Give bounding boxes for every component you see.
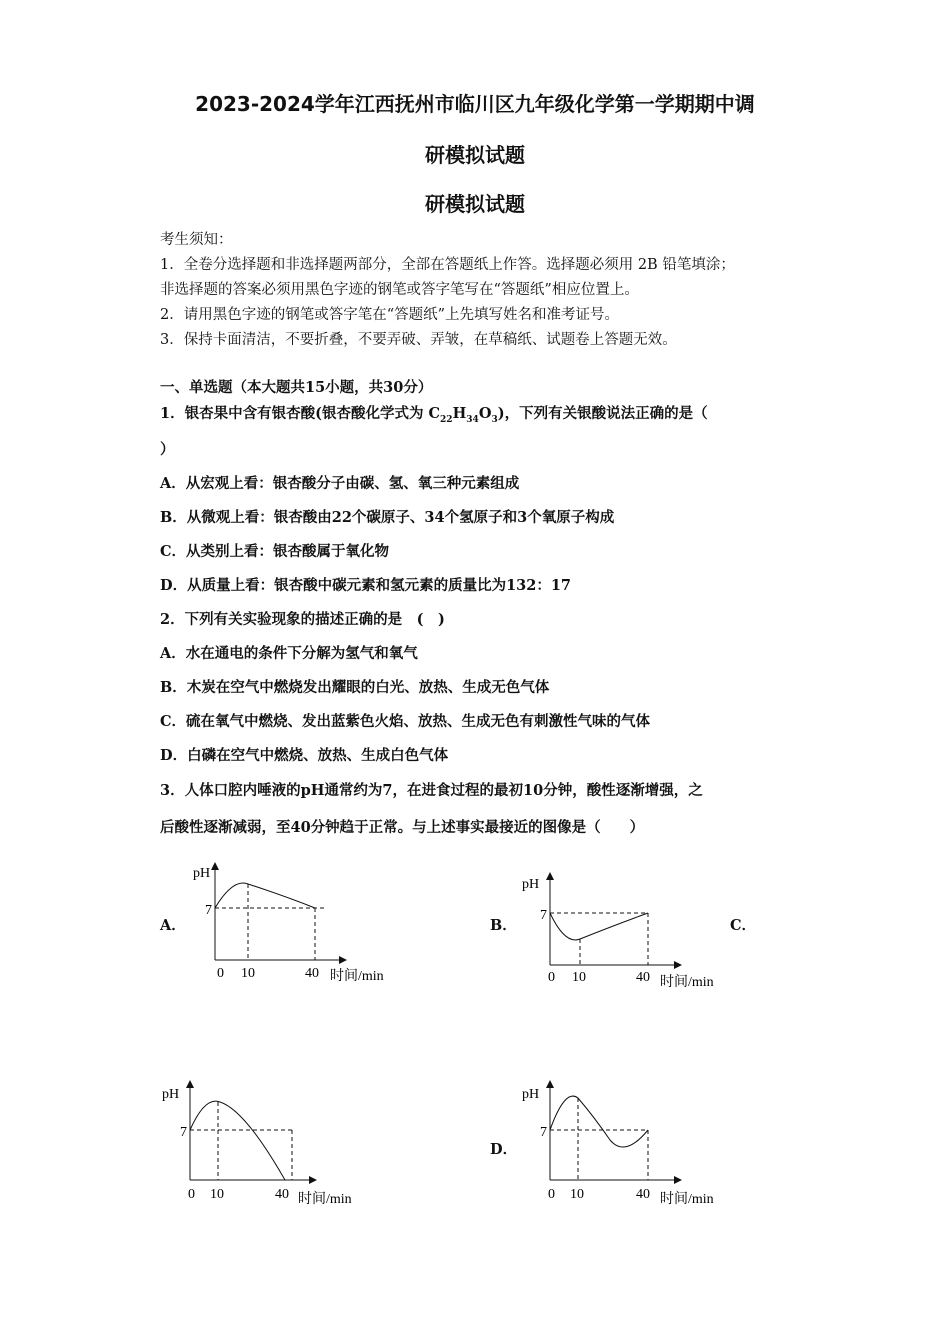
y-label: pH (193, 866, 211, 881)
title-line-2: 研模拟试题 (425, 143, 525, 167)
x-label: 时间/min (660, 975, 714, 990)
question-3-stem-cont: 后酸性逐渐减弱，至40分钟趋于正常。与上述事实最接近的图像是（ ） (160, 819, 645, 836)
graph-d (520, 1078, 750, 1213)
option-a-label: A． (160, 917, 186, 934)
tick-0: 0 (548, 1187, 555, 1202)
tick-0: 0 (188, 1187, 195, 1202)
notice-line: 3．保持卡面清洁，不要折叠，不要弄破、弄皱，在草稿纸、试题卷上答题无效。 (160, 332, 677, 348)
ph-curve (190, 1101, 285, 1180)
tick-7: 7 (180, 1125, 187, 1140)
question-2-option-b: B．木炭在空气中燃烧发出耀眼的白光、放热、生成无色气体 (160, 679, 550, 696)
tick-10: 10 (210, 1187, 224, 1202)
question-1-option-b: B．从微观上看：银杏酸由22个碳原子、34个氢原子和3个氧原子构成 (160, 509, 615, 526)
x-label: 时间/min (330, 969, 384, 984)
tick-7: 7 (205, 903, 212, 918)
notice-line: 2．请用黑色字迹的钢笔或答字笔在“答题纸”上先填写姓名和准考证号。 (160, 307, 620, 323)
graph-a (185, 858, 415, 988)
notice-heading: 考生须知： (160, 232, 233, 248)
tick-7: 7 (540, 908, 547, 923)
question-1-option-d: D．从质量上看：银杏酸中碳元素和氢元素的质量比为132：17 (160, 577, 572, 594)
y-label: pH (522, 1087, 540, 1102)
notice-line: 非选择题的答案必须用黑色字迹的钢笔或答字笔写在“答题纸”相应位置上。 (160, 282, 639, 298)
question-2-stem: 2．下列有关实验现象的描述正确的是 ( ) (160, 611, 445, 628)
tick-10: 10 (570, 1187, 584, 1202)
option-b-label: B． (490, 917, 517, 934)
option-c-label: C． (730, 917, 757, 934)
tick-0: 0 (217, 966, 224, 981)
graph-c (160, 1078, 390, 1213)
ph-curve (550, 913, 648, 940)
tick-10: 10 (572, 970, 586, 985)
question-2-option-c: C．硫在氧气中燃烧、发出蓝紫色火焰、放热、生成无色有刺激性气味的气体 (160, 713, 651, 730)
y-label: pH (162, 1087, 180, 1102)
question-2-option-a: A．水在通电的条件下分解为氢气和氧气 (160, 645, 418, 662)
x-label: 时间/min (660, 1192, 714, 1207)
question-1-stem: 1．银杏果中含有银杏酸(银杏酸化学式为 $C_{22}H_{34}O_3$)，下列有关银酸说法正确的是（ (160, 405, 708, 425)
ph-curve (550, 1096, 648, 1147)
question-3-stem: 3．人体口腔内唾液的pH通常约为7，在进食过程的最初10分钟，酸性逐渐增强，之 (160, 782, 703, 799)
x-label: 时间/min (298, 1192, 352, 1207)
tick-7: 7 (540, 1125, 547, 1140)
y-label: pH (522, 877, 540, 892)
section-heading: 一、单选题（本大题共15小题，共30分） (160, 379, 433, 396)
question-1-option-a: A．从宏观上看：银杏酸分子由碳、氢、氧三种元素组成 (160, 475, 520, 492)
question-2-option-d: D．白磷在空气中燃烧、放热、生成白色气体 (160, 747, 449, 764)
notice-line: 1．全卷分选择题和非选择题两部分，全部在答题纸上作答。选择题必须用 2B 铅笔填涂； (160, 257, 735, 273)
tick-10: 10 (241, 966, 255, 981)
question-1-stem-end: ） (160, 441, 175, 458)
graph-b (520, 870, 750, 1000)
ph-curve (215, 883, 315, 908)
title-line-3: 研模拟试题 (425, 192, 525, 216)
option-d-label: D． (490, 1141, 518, 1158)
tick-40: 40 (636, 1187, 650, 1202)
tick-40: 40 (305, 966, 319, 981)
tick-40: 40 (636, 970, 650, 985)
tick-0: 0 (548, 970, 555, 985)
question-1-option-c: C．从类别上看：银杏酸属于氧化物 (160, 543, 390, 560)
tick-40: 40 (275, 1187, 289, 1202)
title-line-1: 2023-2024学年江西抚州市临川区九年级化学第一学期期中调 (195, 92, 755, 116)
